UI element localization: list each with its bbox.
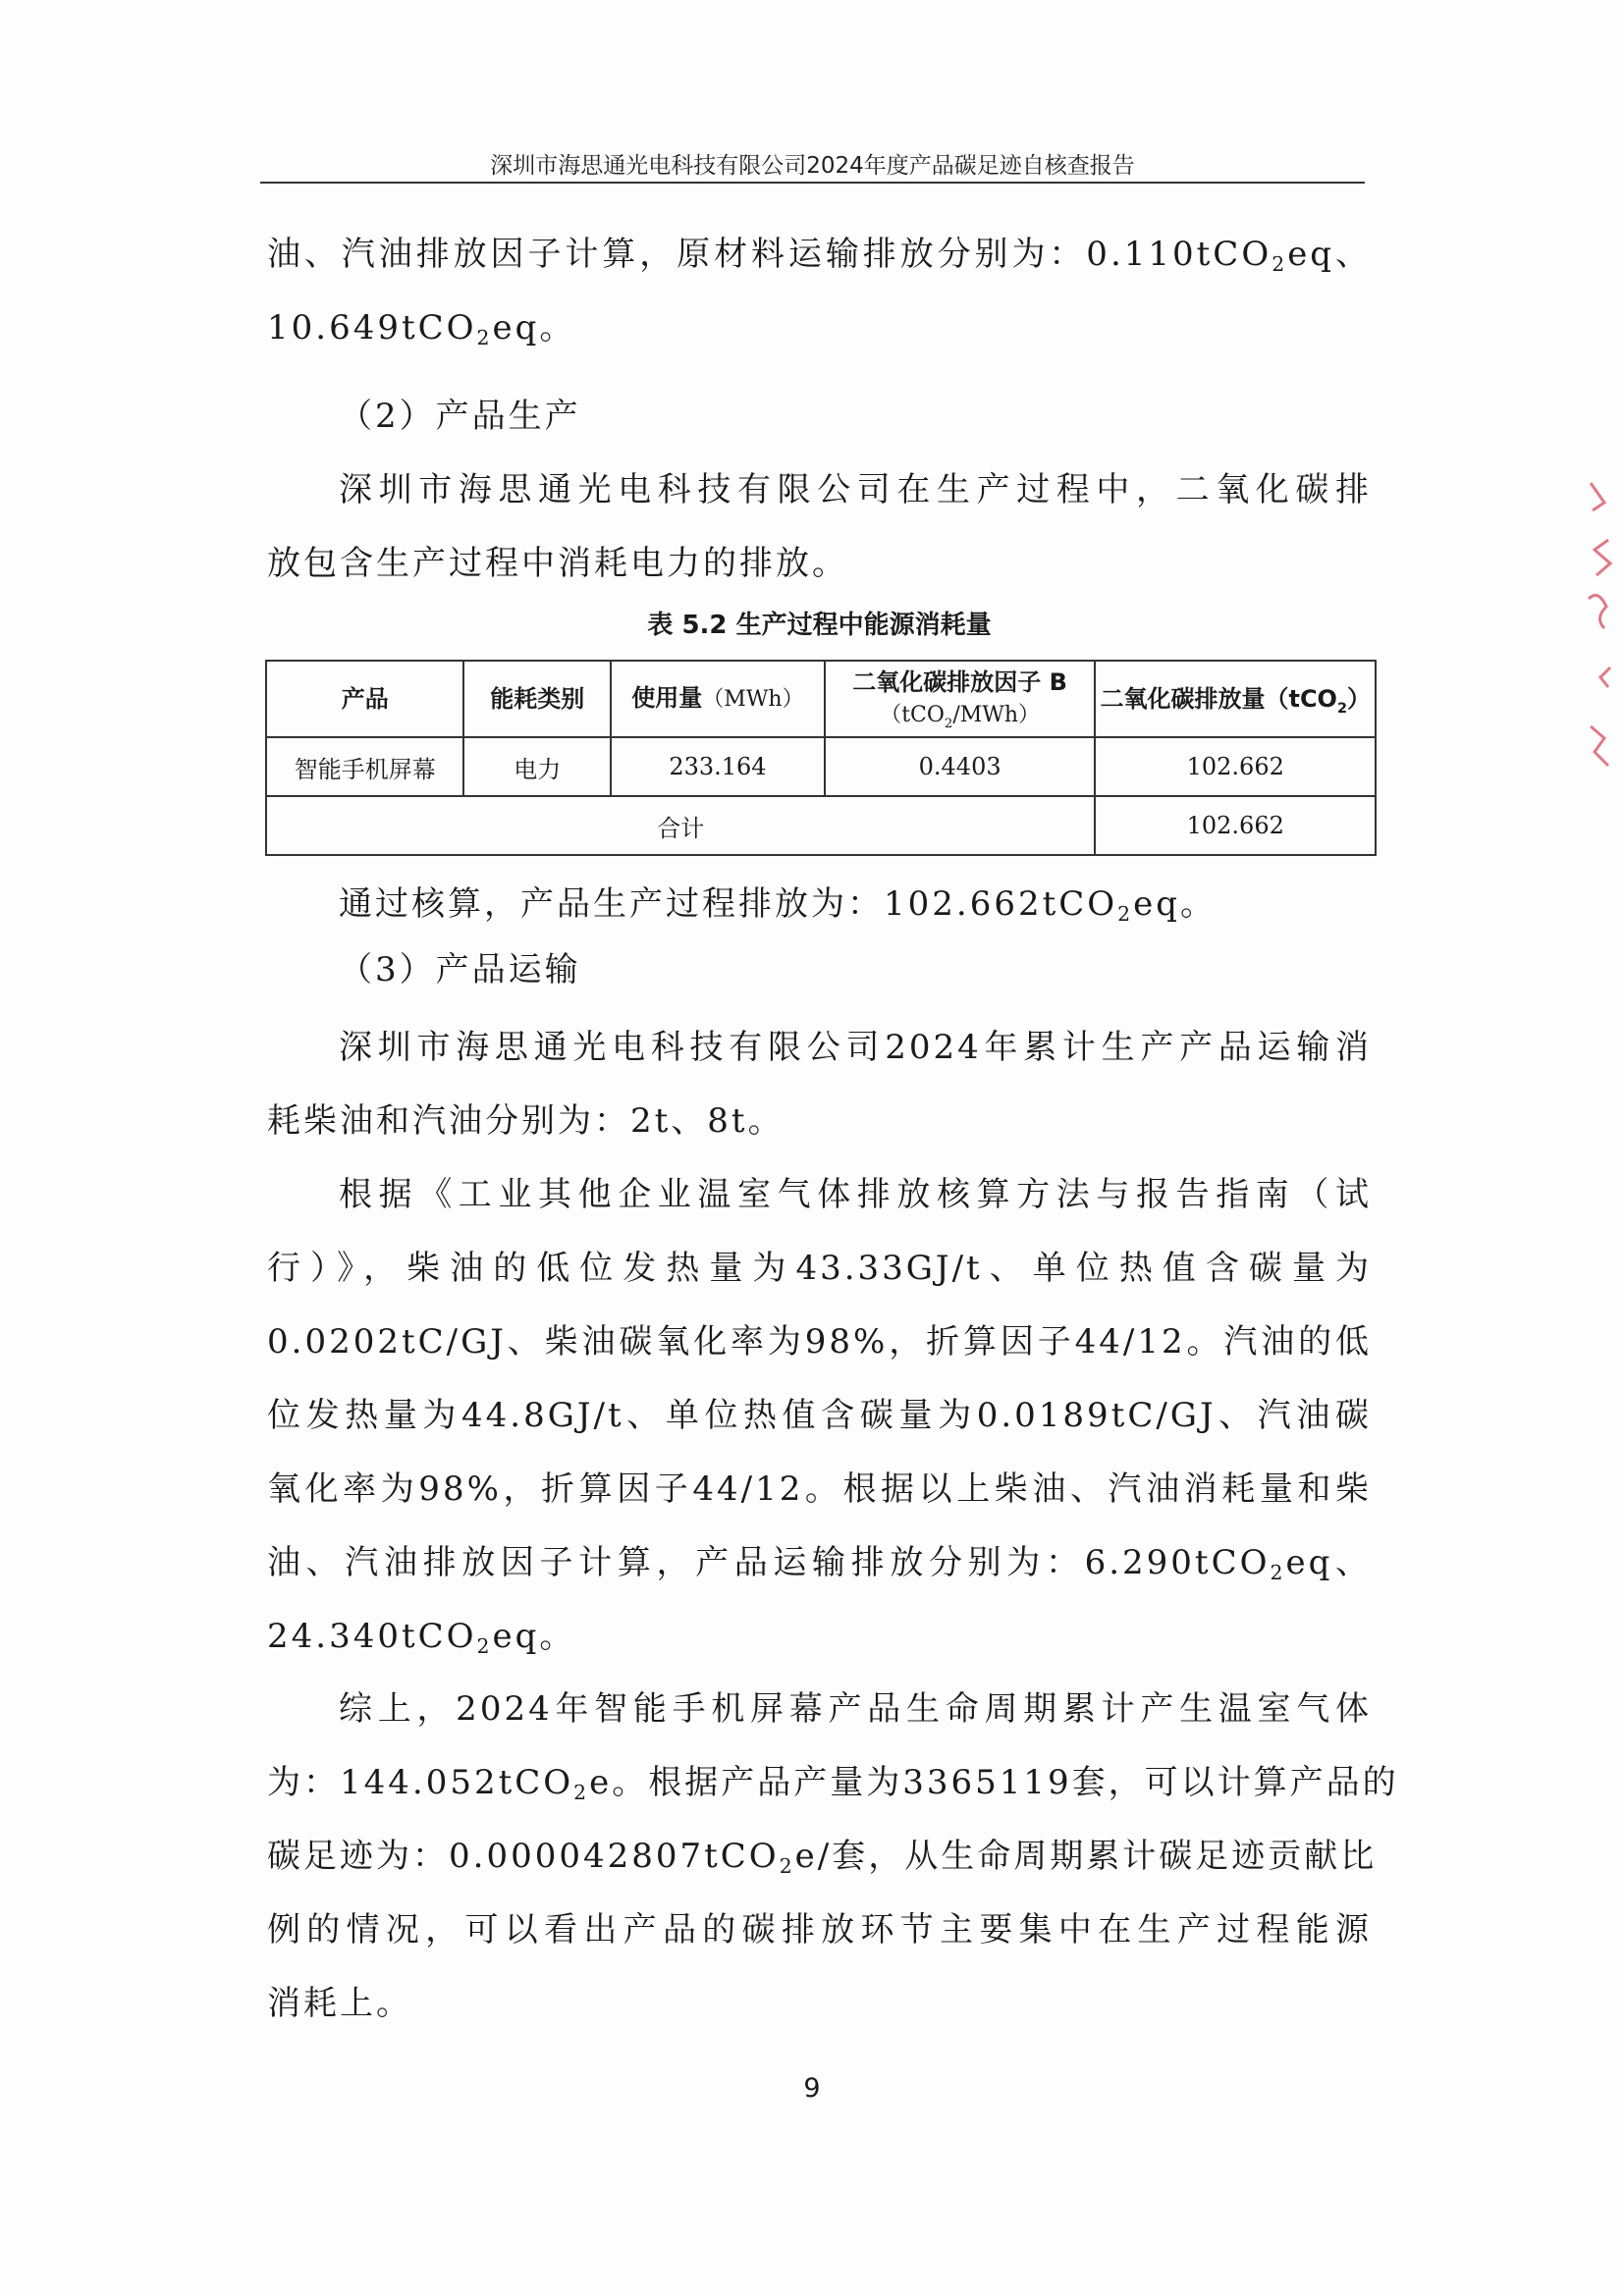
table-title: 表 5.2 生产过程中能源消耗量 — [647, 611, 992, 640]
paragraph-production — [267, 454, 1372, 601]
text-line: 放包含生产过程中消耗电力的排放。 — [267, 544, 848, 583]
cell-total-value: 102.662 — [1095, 796, 1376, 855]
table-row — [266, 737, 1376, 796]
energy-consumption-table — [265, 660, 1377, 856]
paragraph-production-result — [267, 868, 1372, 941]
paragraph-transport-calculation — [267, 1158, 1372, 1674]
text-line: 24.340tCO$_2$eq。 — [267, 1617, 576, 1658]
text-line: 10.649tCO$_2$eq。 — [267, 308, 576, 349]
text-line: 油、汽油排放因子计算，原材料运输排放分别为：0.110tCO$_2$eq、 — [267, 235, 1372, 276]
paragraph-continuation — [267, 218, 1372, 365]
header-usage: 使用量（MWh） — [611, 661, 825, 737]
text-line: 0.0202tC/GJ、柴油碳氧化率为98%，折算因子44/12。汽油的低 — [267, 1322, 1372, 1362]
header-energy-type: 能耗类别 — [463, 661, 611, 737]
text-line: 耗柴油和汽油分别为：2t、8t。 — [267, 1101, 785, 1141]
text-line: 为：144.052tCO$_2$e。根据产品产量为3365119套，可以计算产品的 — [267, 1763, 1399, 1804]
header-divider — [260, 182, 1365, 184]
text-line: 油、汽油排放因子计算，产品运输排放分别为：6.290tCO$_2$eq、 — [267, 1543, 1373, 1584]
text-line: 深圳市海思通光电科技有限公司2024年累计生产产品运输消 — [339, 1028, 1372, 1067]
paragraph-summary — [267, 1673, 1399, 2041]
cell-usage: 233.164 — [611, 737, 825, 796]
text-line: 根据《工业其他企业温室气体排放核算方法与报告指南（试 — [339, 1175, 1372, 1214]
section-heading-production: （2）产品生产 — [339, 397, 581, 436]
table-header-row — [266, 661, 1376, 737]
cell-energy-type: 电力 — [463, 737, 611, 796]
text-line: 碳足迹为：0.000042807tCO$_2$e/套，从生命周期累计碳足迹贡献比 — [267, 1837, 1378, 1878]
text-line: 行）》，柴油的低位发热量为43.33GJ/t、单位热值含碳量为 — [267, 1249, 1372, 1288]
header-product: 产品 — [266, 661, 463, 737]
running-header: 深圳市海思通光电科技有限公司2024年度产品碳足迹自核查报告 — [490, 153, 1135, 179]
text-line: 消耗上。 — [267, 1984, 412, 2023]
header-emission-factor: 二氧化碳排放因子 B （tCO$_2$/MWh） — [825, 661, 1096, 737]
text-line: 综上，2024年智能手机屏幕产品生命周期累计产生温室气体 — [339, 1689, 1372, 1729]
text-line: 通过核算，产品生产过程排放为：102.662tCO$_2$eq。 — [339, 884, 1218, 926]
header-emission-amount: 二氧化碳排放量（tCO$_2$） — [1095, 661, 1376, 737]
table-total-row — [266, 796, 1376, 855]
cell-product: 智能手机屏幕 — [266, 737, 463, 796]
text-line: 深圳市海思通光电科技有限公司在生产过程中，二氧化碳排 — [339, 470, 1372, 509]
cell-emission: 102.662 — [1095, 737, 1376, 796]
text-line: 位发热量为44.8GJ/t、单位热值含碳量为0.0189tC/GJ、汽油碳 — [267, 1396, 1372, 1435]
page-number: 9 — [803, 2073, 821, 2104]
text-line: 例的情况，可以看出产品的碳排放环节主要集中在生产过程能源 — [267, 1910, 1372, 1949]
text-line: 氧化率为98%，折算因子44/12。根据以上柴油、汽油消耗量和柴 — [267, 1469, 1372, 1509]
cell-total-label: 合计 — [266, 796, 1095, 855]
cell-factor: 0.4403 — [825, 737, 1096, 796]
paragraph-transport — [267, 1011, 1372, 1158]
seal-stamp-fragment — [1585, 481, 1616, 775]
section-heading-transport: （3）产品运输 — [339, 950, 581, 989]
